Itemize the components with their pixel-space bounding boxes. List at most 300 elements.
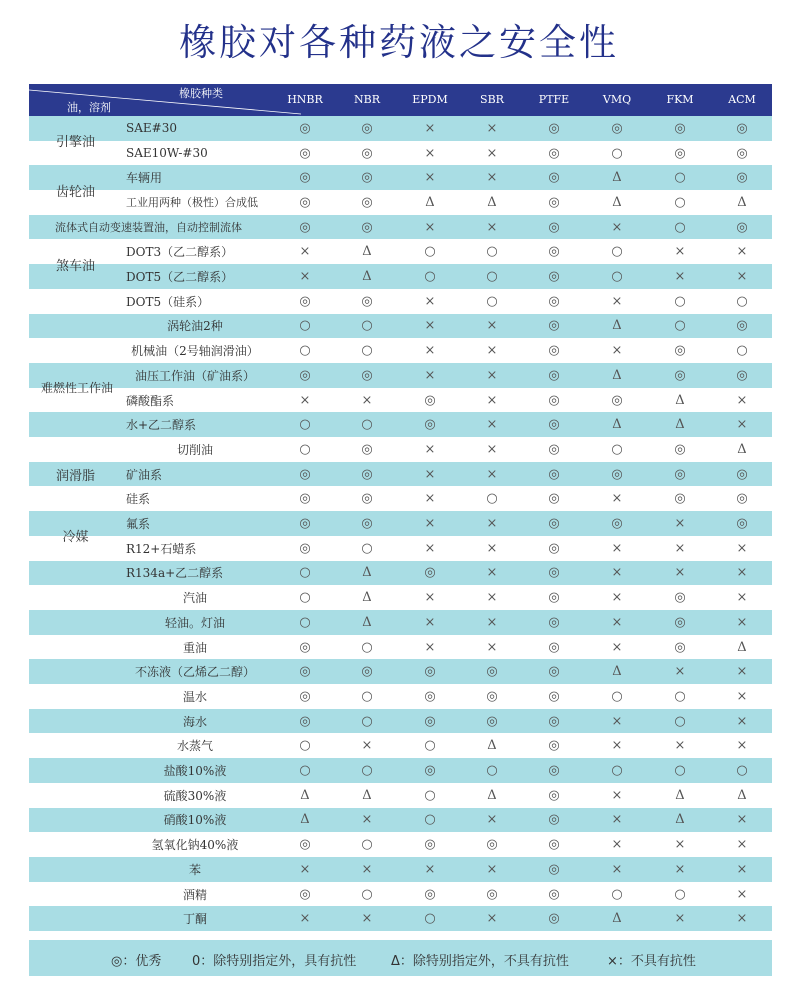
category-label: 引擎油 [55,135,95,151]
rating-cell: ○ [299,614,311,630]
table-row [29,610,772,635]
rating-cell: Δ [362,244,372,260]
rating-cell: × [611,713,623,729]
table-row [29,882,772,907]
rating-cell: Δ [362,269,372,285]
row-label: 盐酸10%液 [163,764,227,779]
rating-cell: Δ [737,441,747,457]
rating-cell: × [361,738,373,754]
rating-cell: ◎ [361,194,373,210]
rating-cell: × [424,861,436,877]
table-row [29,832,772,857]
rating-cell: ◎ [299,145,311,161]
rating-cell: × [424,466,436,482]
rating-cell: ◎ [548,269,560,285]
rating-cell: ◎ [424,886,436,902]
rating-cell: ◎ [486,886,498,902]
table-header [29,84,772,116]
rating-cell: × [736,886,748,902]
rating-cell: ◎ [548,219,560,235]
rating-cell: ○ [486,491,498,507]
rating-cell: ○ [674,318,686,334]
rating-cell: ○ [424,812,436,828]
rating-cell: ○ [361,318,373,334]
rating-cell: ◎ [299,466,311,482]
rating-cell: × [611,491,623,507]
table-row [29,734,772,759]
rating-cell: Δ [425,194,435,210]
rating-cell: ◎ [361,441,373,457]
rating-cell: × [486,614,498,630]
rating-cell: ◎ [548,392,560,408]
rating-cell: ◎ [299,120,311,136]
legend-resistant: 0：除特别指定外，具有抗性 [192,954,357,969]
row-label: DOT5（硅系） [126,294,210,309]
table-row [29,659,772,684]
table-row [29,783,772,808]
row-label: 苯 [188,862,201,877]
rating-cell: Δ [362,614,372,630]
rating-cell: × [674,861,686,877]
rating-cell: × [736,837,748,853]
rating-cell: Δ [612,664,622,680]
rating-cell: ◎ [548,441,560,457]
rating-cell: × [486,318,498,334]
row-label: 轻油。灯油 [164,615,225,630]
rating-cell: × [486,120,498,136]
rating-cell: × [299,861,311,877]
rating-cell: Δ [675,812,685,828]
row-label: 硫酸30%液 [163,788,227,803]
rating-cell: × [361,392,373,408]
rating-cell: ○ [486,244,498,260]
table-row [29,314,772,339]
row-label: 车辆用 [126,171,163,186]
rating-cell: Δ [675,787,685,803]
rating-cell: ◎ [548,837,560,853]
table-row [29,906,772,931]
table-row [29,289,772,314]
rating-cell: × [424,516,436,532]
column-header-nbr: NBR [354,93,380,106]
rating-cell: ◎ [736,516,748,532]
rating-cell: Δ [612,367,622,383]
rating-cell: × [611,565,623,581]
rating-cell: × [424,614,436,630]
rating-cell: ◎ [361,491,373,507]
row-label: DOT3（乙二醇系） [126,245,234,260]
table-row [29,684,772,709]
rating-cell: ○ [674,763,686,779]
compatibility-table [29,84,772,931]
rating-cell: × [736,664,748,680]
rating-cell: × [611,219,623,235]
rating-cell: × [674,516,686,532]
rating-cell: ○ [299,763,311,779]
rating-cell: ◎ [548,367,560,383]
rating-cell: Δ [487,738,497,754]
table-row [29,635,772,660]
rating-cell: ○ [611,441,623,457]
rating-cell: ○ [361,763,373,779]
row-label: 汽油 [182,591,207,606]
rating-cell: ○ [361,540,373,556]
rating-cell: × [424,318,436,334]
rating-cell: ○ [424,269,436,285]
rating-cell: × [674,540,686,556]
rating-cell: ◎ [611,392,623,408]
rating-cell: Δ [362,590,372,606]
rating-cell: × [424,219,436,235]
rating-cell: ◎ [548,787,560,803]
rating-cell: × [486,911,498,927]
rating-cell: ◎ [674,491,686,507]
rating-cell: ◎ [548,590,560,606]
rating-cell: × [736,614,748,630]
rating-cell: × [736,911,748,927]
rating-cell: ◎ [548,293,560,309]
rating-cell: ○ [674,293,686,309]
table-row [29,585,772,610]
column-header-fkm: FKM [666,93,694,106]
rating-cell: ◎ [424,763,436,779]
rating-cell: Δ [737,639,747,655]
rating-cell: × [736,417,748,433]
table-row [29,709,772,734]
row-label: SAE#30 [126,121,177,136]
legend-not-resistant: ×：不具有抗性 [607,954,696,969]
rating-cell: × [424,343,436,359]
rating-cell: × [674,664,686,680]
rating-cell: × [611,837,623,853]
table-row [29,561,772,586]
rating-cell: ◎ [299,170,311,186]
rating-cell: × [361,812,373,828]
rating-cell: ◎ [548,565,560,581]
rating-cell: ◎ [361,219,373,235]
rating-cell: ◎ [548,318,560,334]
rating-cell: ◎ [299,293,311,309]
rating-cell: ◎ [299,688,311,704]
column-header-sbr: SBR [480,93,504,106]
table-row [29,388,772,413]
rating-cell: ○ [361,639,373,655]
rating-cell: ◎ [548,763,560,779]
rating-cell: ◎ [548,639,560,655]
rating-cell: × [424,491,436,507]
rating-cell: ◎ [299,837,311,853]
column-header-acm: ACM [728,93,756,106]
rating-cell: × [611,787,623,803]
table-body [29,116,772,931]
rating-cell: ◎ [736,318,748,334]
row-label: 温水 [182,689,207,704]
rating-cell: ◎ [736,145,748,161]
rating-cell: ○ [424,911,436,927]
rating-cell: ◎ [548,343,560,359]
rating-cell: ◎ [361,516,373,532]
rating-cell: ◎ [736,120,748,136]
row-label: 硝酸10%液 [163,813,227,828]
rating-cell: ◎ [674,145,686,161]
row-label: 流体式自动变速装置油，自动控制流体 [55,221,242,235]
rating-cell: × [674,837,686,853]
rating-cell: ◎ [361,120,373,136]
rating-cell: × [486,219,498,235]
rating-cell: × [674,738,686,754]
rating-cell: Δ [612,170,622,186]
rating-cell: × [424,540,436,556]
rating-cell: ◎ [361,466,373,482]
rating-cell: Δ [612,911,622,927]
rating-cell: ○ [674,170,686,186]
rating-cell: × [299,269,311,285]
rating-cell: ◎ [611,466,623,482]
legend-excellent: ◎：优秀 [111,954,162,969]
rating-cell: ○ [611,244,623,260]
rating-cell: × [299,244,311,260]
rating-cell: ○ [674,194,686,210]
rating-cell: ◎ [486,837,498,853]
rating-cell: ◎ [674,441,686,457]
rating-cell: Δ [362,565,372,581]
rating-cell: × [611,590,623,606]
rating-cell: ◎ [736,219,748,235]
rating-cell: × [611,861,623,877]
rating-cell: ◎ [424,392,436,408]
rating-cell: ◎ [736,466,748,482]
row-label: 重油 [182,640,207,655]
category-label: 煞车油 [55,258,95,274]
rating-cell: × [611,812,623,828]
rating-cell: ◎ [548,713,560,729]
rating-cell: ○ [299,738,311,754]
rating-cell: ◎ [548,120,560,136]
rating-cell: ○ [299,441,311,457]
row-label: 涡轮油2种 [167,319,223,334]
rating-cell: ○ [611,145,623,161]
table-row [29,240,772,265]
category-label: 齿轮油 [55,184,95,200]
row-label: SAE10W-#30 [126,146,208,161]
rating-cell: Δ [487,787,497,803]
row-label: DOT5（乙二醇系） [126,270,234,285]
header-oil-solvent: 油，溶剂 [67,101,111,114]
rating-cell: ◎ [361,367,373,383]
rating-cell: ○ [299,343,311,359]
rating-cell: × [424,170,436,186]
rating-cell: ◎ [548,911,560,927]
table-row [29,338,772,363]
rating-cell: ○ [736,293,748,309]
rating-cell: ◎ [548,540,560,556]
rating-cell: ○ [361,417,373,433]
rating-cell: ○ [611,763,623,779]
table-row [29,487,772,512]
rating-cell: ◎ [361,170,373,186]
rating-cell: ◎ [424,837,436,853]
column-header-hnbr: HNBR [287,93,323,106]
rating-cell: × [736,713,748,729]
row-label: 氟系 [126,517,151,532]
rating-cell: × [486,540,498,556]
rating-cell: ◎ [299,639,311,655]
rating-cell: ◎ [736,170,748,186]
header-rubber-type: 橡胶种类 [179,87,223,100]
rating-cell: ◎ [736,367,748,383]
rating-cell: × [424,120,436,136]
rating-cell: ◎ [299,664,311,680]
rating-cell: ◎ [548,194,560,210]
rating-cell: ○ [486,269,498,285]
rating-cell: ◎ [299,367,311,383]
rating-cell: × [424,590,436,606]
column-header-vmq: VMQ [602,93,632,106]
rating-cell: ◎ [548,491,560,507]
rating-cell: × [486,639,498,655]
table-row [29,758,772,783]
rating-cell: ◎ [299,713,311,729]
rating-cell: ○ [611,688,623,704]
table-row [29,363,772,388]
rating-cell: ○ [361,688,373,704]
rating-cell: ◎ [486,664,498,680]
rating-cell: × [424,145,436,161]
rating-cell: ○ [424,738,436,754]
table-row [29,808,772,833]
rating-cell: ◎ [548,738,560,754]
rating-cell: Δ [487,194,497,210]
rating-cell: ◎ [361,145,373,161]
row-label: R12+石蜡系 [126,541,197,556]
rating-cell: ○ [486,293,498,309]
rating-cell: × [486,812,498,828]
rating-cell: × [424,293,436,309]
rating-cell: ◎ [299,194,311,210]
rating-cell: ○ [299,590,311,606]
rating-cell: ◎ [548,664,560,680]
rating-cell: ○ [486,763,498,779]
rating-cell: × [486,145,498,161]
rating-cell: ○ [361,343,373,359]
rating-cell: ○ [361,886,373,902]
row-label: 工业用两种（极性）合成低 [126,196,258,210]
rating-cell: ◎ [674,120,686,136]
table-row [29,264,772,289]
rating-cell: × [611,738,623,754]
rating-cell: ◎ [548,614,560,630]
rating-cell: ○ [299,417,311,433]
category-label: 润滑脂 [55,468,95,484]
row-label: 酒精 [182,887,207,902]
row-label: 氢氧化钠40%液 [151,838,239,853]
rating-cell: ◎ [299,540,311,556]
rating-cell: ◎ [548,145,560,161]
rating-cell: ◎ [674,639,686,655]
rating-cell: Δ [612,318,622,334]
rating-cell: ◎ [486,688,498,704]
rating-cell: × [486,466,498,482]
row-label: 机械油（2号轴润滑油） [131,344,259,359]
rating-cell: × [611,343,623,359]
rating-cell: × [424,367,436,383]
rating-cell: × [486,417,498,433]
rating-cell: ◎ [486,713,498,729]
table-row [29,462,772,487]
rating-cell: × [299,392,311,408]
category-label: 难燃性工作油 [40,381,113,396]
table-row [29,412,772,437]
rating-cell: ◎ [299,491,311,507]
rating-cell: × [674,269,686,285]
rating-cell: ◎ [674,343,686,359]
row-label: 磷酸酯系 [126,393,175,408]
rating-cell: × [674,565,686,581]
rating-cell: ○ [611,269,623,285]
rating-cell: ○ [424,787,436,803]
rating-cell: × [486,590,498,606]
rating-cell: ◎ [424,688,436,704]
rating-cell: ○ [674,886,686,902]
row-label: 水+乙二醇系 [126,418,197,433]
rating-cell: × [486,367,498,383]
rating-cell: ◎ [548,886,560,902]
rating-cell: × [736,738,748,754]
table-row [29,215,772,240]
rating-cell: ○ [299,565,311,581]
rating-cell: × [486,343,498,359]
rating-cell: ○ [736,763,748,779]
rating-cell: × [736,244,748,260]
rating-cell: ◎ [361,293,373,309]
category-label: 冷媒 [62,530,89,546]
table-row [29,116,772,141]
rating-cell: ◎ [674,614,686,630]
rating-cell: ◎ [548,170,560,186]
rating-cell: × [736,269,748,285]
rating-cell: × [361,861,373,877]
row-label: 不冻液（乙烯乙二醇） [134,665,255,680]
rating-cell: ◎ [548,861,560,877]
rating-cell: ○ [674,713,686,729]
rating-cell: Δ [300,812,310,828]
row-label: R134a+乙二醇系 [126,566,224,581]
row-label: 切削油 [176,442,213,457]
rating-cell: × [486,516,498,532]
table-row [29,536,772,561]
rating-cell: Δ [612,194,622,210]
row-label: 硅系 [126,492,151,507]
rating-cell: ◎ [424,417,436,433]
rating-cell: Δ [362,787,372,803]
rating-cell: Δ [737,787,747,803]
rating-cell: ◎ [674,367,686,383]
rating-cell: ◎ [736,491,748,507]
rating-cell: ◎ [299,516,311,532]
rating-cell: × [424,441,436,457]
rating-cell: × [736,540,748,556]
rating-cell: ◎ [548,688,560,704]
rating-cell: ○ [299,318,311,334]
rating-cell: ◎ [361,664,373,680]
legend-not-resistant-unless: Δ：除特别指定外，不具有抗性 [391,954,569,969]
rating-cell: × [736,812,748,828]
rating-cell: Δ [737,194,747,210]
rating-cell: ◎ [424,565,436,581]
rating-cell: ○ [674,219,686,235]
table-row [29,190,772,215]
rating-cell: ◎ [674,466,686,482]
